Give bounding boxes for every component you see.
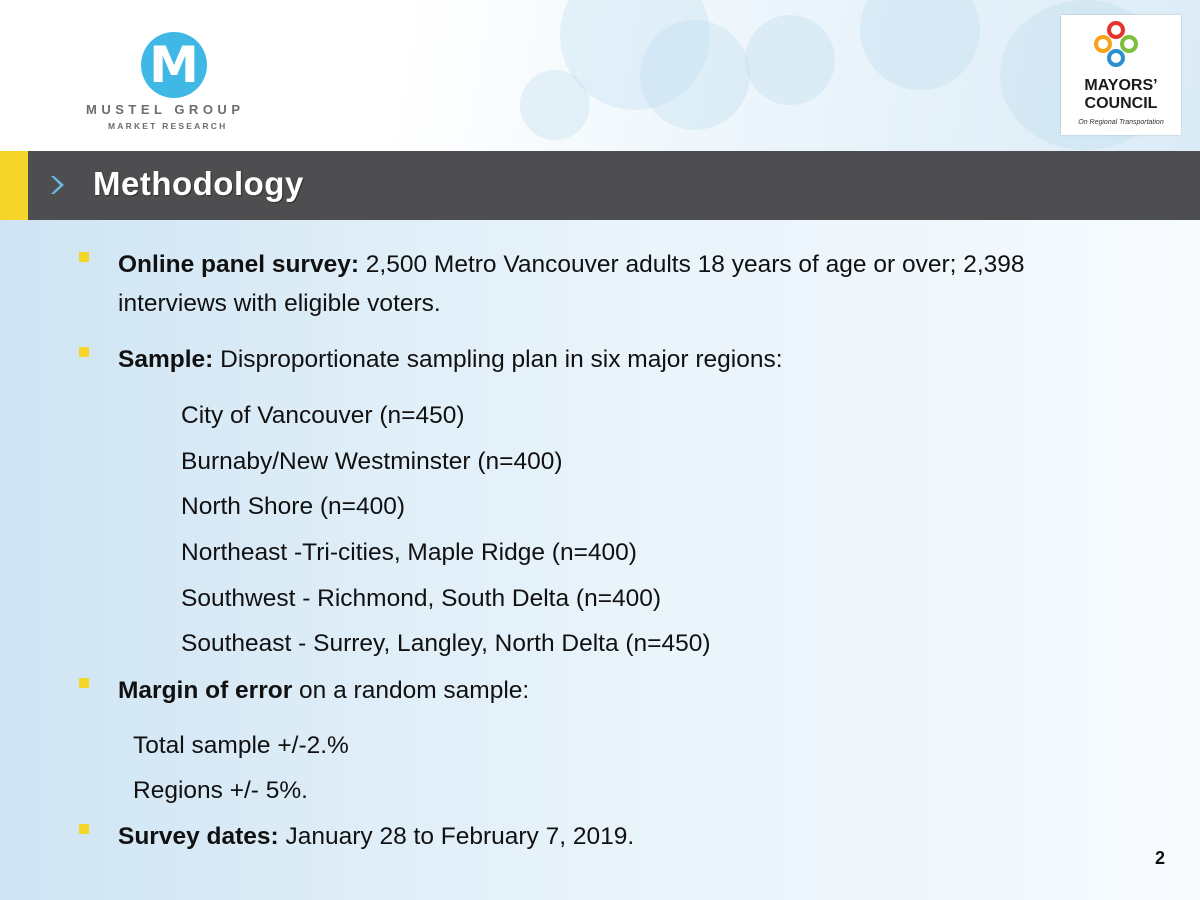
region-item: Southwest - Richmond, South Delta (n=400) <box>181 585 662 612</box>
bullet-continuation: interviews with eligible voters. <box>118 290 441 317</box>
bullet-online-panel <box>118 246 1025 284</box>
page-number: 2 <box>1154 848 1165 868</box>
bullet-icon <box>79 678 89 688</box>
bullet-text: on a random sample: <box>292 677 530 704</box>
bullet-text: 2,500 Metro Vancouver adults 18 years of age or over; 2,398 <box>359 251 1025 278</box>
decor-bubble <box>520 70 590 140</box>
page-title: Methodology <box>93 165 304 202</box>
margin-item: Total sample +/-2.% <box>133 732 349 759</box>
bullet-sample <box>118 341 783 379</box>
mayors-council-line2: COUNCIL <box>1084 95 1158 112</box>
bullet-margin-of-error <box>118 672 529 710</box>
mayors-council-title <box>1061 77 1181 113</box>
decor-bubble <box>860 0 980 90</box>
bullet-label: Margin of error <box>118 677 293 704</box>
decor-bubble <box>640 20 750 130</box>
chevron-right-icon <box>50 174 70 196</box>
mustel-logo-name: MUSTEL GROUP <box>86 102 245 117</box>
bullet-icon <box>79 347 89 357</box>
bullet-text: January 28 to February 7, 2019. <box>278 823 635 850</box>
header <box>0 0 1200 151</box>
bullet-survey-dates <box>118 818 634 856</box>
bullet-icon <box>79 252 89 262</box>
mustel-group-logo <box>86 32 276 142</box>
bullet-icon <box>79 824 89 834</box>
ring-icon <box>1120 35 1138 53</box>
mustel-logo-subtitle: MARKET RESEARCH <box>108 121 228 131</box>
decor-bubble <box>745 15 835 105</box>
bullet-label: Sample: <box>118 346 214 373</box>
bullet-text: Disproportionate sampling plan in six major regions: <box>213 346 783 373</box>
mayors-council-logo <box>1061 15 1181 135</box>
margin-item: Regions +/- 5%. <box>133 777 308 804</box>
region-item: Southeast - Surrey, Langley, North Delta (n=450) <box>181 630 711 657</box>
region-item: Burnaby/New Westminster (n=400) <box>181 448 563 475</box>
title-bar <box>0 151 1200 220</box>
mayors-council-line1: MAYORS’ <box>1084 77 1158 94</box>
title-accent <box>0 151 28 220</box>
ring-icon <box>1107 49 1125 67</box>
mustel-m-icon: M <box>141 32 207 98</box>
mayors-council-subtitle: On Regional Transportation <box>1078 119 1164 126</box>
region-item: Northeast -Tri-cities, Maple Ridge (n=400) <box>181 539 637 566</box>
region-item: City of Vancouver (n=450) <box>181 402 465 429</box>
bullet-label: Survey dates: <box>118 823 279 850</box>
bullet-label: Online panel survey: <box>118 251 359 278</box>
region-item: North Shore (n=400) <box>181 493 406 520</box>
